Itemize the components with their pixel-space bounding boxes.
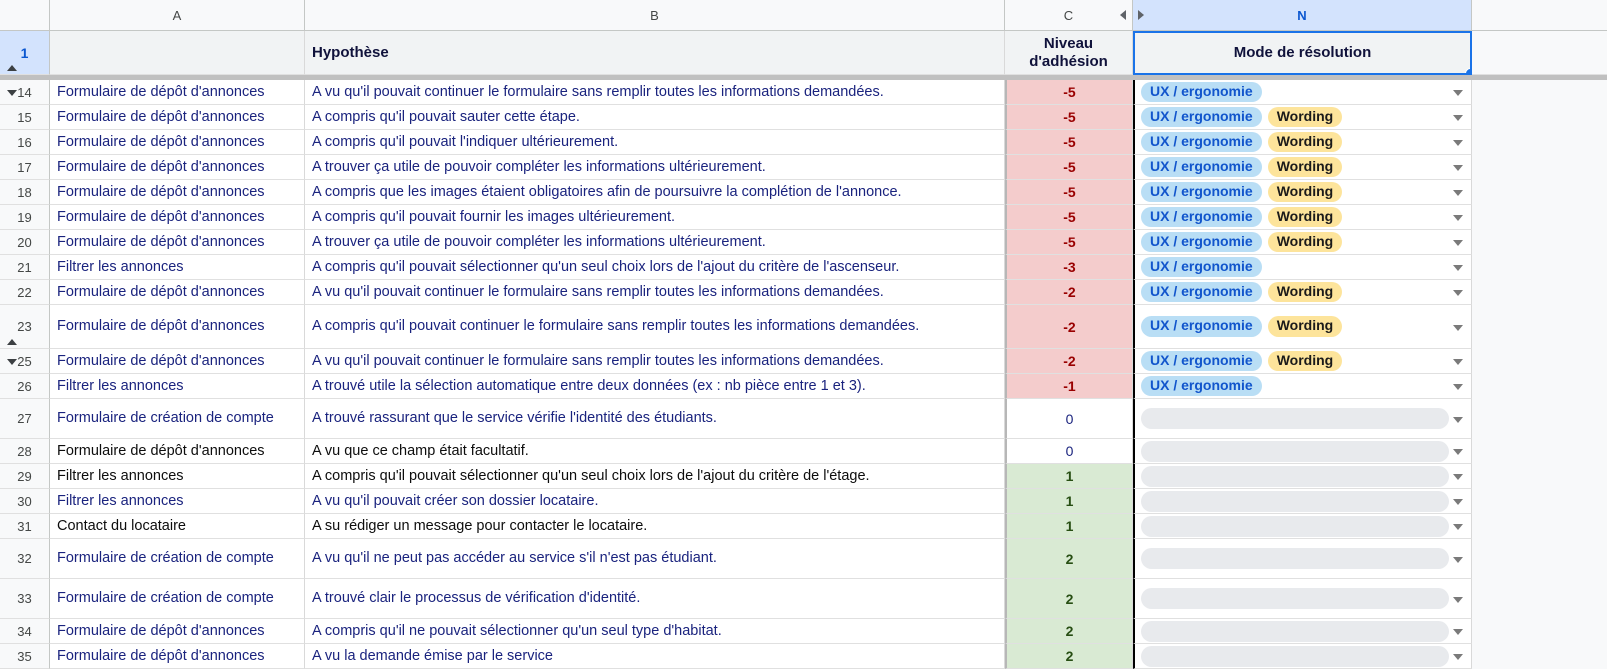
cell-n-mode-de-resolution[interactable] xyxy=(1133,514,1472,539)
row-number-label: 31 xyxy=(17,518,32,534)
row-number-19[interactable] xyxy=(0,205,50,230)
selection-anchor-handle[interactable] xyxy=(1465,68,1472,75)
chip-placeholder[interactable] xyxy=(1141,588,1449,609)
column-header-c[interactable] xyxy=(1005,0,1133,31)
chip-ux-ergonomie[interactable]: UX / ergonomie xyxy=(1141,282,1262,302)
cell-n-mode-de-resolution[interactable] xyxy=(1133,619,1472,644)
cell-n-mode-de-resolution[interactable] xyxy=(1133,539,1472,579)
column-letter-n: N xyxy=(1297,7,1307,23)
table-row[interactable] xyxy=(0,205,1607,230)
row-number-label: 23 xyxy=(17,319,32,334)
cell-c-niveau-adhesion[interactable]: -2 xyxy=(1005,305,1133,349)
cell-b-hypothese[interactable]: A compris que les images étaient obligatoires afin de poursuivre la complétion de l'annonce. xyxy=(305,180,1005,205)
cell-c-niveau-adhesion[interactable]: 0 xyxy=(1005,399,1133,439)
cell-a[interactable]: Formulaire de dépôt d'annonces xyxy=(50,205,305,230)
cell-c-niveau-adhesion[interactable]: -2 xyxy=(1005,349,1133,374)
column-header-a[interactable] xyxy=(50,0,305,31)
row-number-label: 33 xyxy=(17,591,32,606)
cell-c-niveau-adhesion[interactable]: -5 xyxy=(1005,230,1133,255)
row-number-16[interactable] xyxy=(0,130,50,155)
chevron-down-icon[interactable] xyxy=(1453,90,1463,96)
row-number-30[interactable] xyxy=(0,489,50,514)
row-number-label: 21 xyxy=(17,259,32,275)
cell-a[interactable]: Filtrer les annonces xyxy=(50,489,305,514)
row-number-label: 15 xyxy=(17,109,32,125)
cell-a[interactable]: Formulaire de dépôt d'annonces xyxy=(50,305,305,349)
cell-a[interactable]: Formulaire de dépôt d'annonces xyxy=(50,230,305,255)
table-row[interactable] xyxy=(0,644,1607,669)
cell-n-mode-de-resolution[interactable] xyxy=(1133,180,1472,205)
chip-wording[interactable]: Wording xyxy=(1268,157,1343,177)
chevron-down-icon[interactable] xyxy=(1453,654,1463,660)
row-number-34[interactable] xyxy=(0,619,50,644)
cell-b-hypothese[interactable]: A vu qu'il ne peut pas accéder au service s'il n'est pas étudiant. xyxy=(305,539,1005,579)
row-number-label: 16 xyxy=(17,134,32,150)
cell-a[interactable]: Formulaire de dépôt d'annonces xyxy=(50,619,305,644)
cell-b-hypothese[interactable]: A vu qu'il pouvait continuer le formulaire sans remplir toutes les informations demandées. xyxy=(305,349,1005,374)
cell-n-mode-de-resolution[interactable] xyxy=(1133,255,1472,280)
chip-placeholder[interactable] xyxy=(1141,621,1449,642)
chip-placeholder[interactable] xyxy=(1141,548,1449,569)
row-filler xyxy=(1472,180,1607,205)
column-header-filler xyxy=(1472,0,1607,31)
row-filler xyxy=(1472,230,1607,255)
chevron-down-icon[interactable] xyxy=(1453,359,1463,365)
row-number-label: 35 xyxy=(17,648,32,664)
cell-c-niveau-adhesion[interactable]: -5 xyxy=(1005,130,1133,155)
cell-n-mode-de-resolution[interactable] xyxy=(1133,374,1472,399)
row-filler xyxy=(1472,489,1607,514)
cell-c-niveau-adhesion[interactable]: -5 xyxy=(1005,155,1133,180)
row-number-18[interactable] xyxy=(0,180,50,205)
chip-ux-ergonomie[interactable]: UX / ergonomie xyxy=(1141,182,1262,202)
table-row[interactable] xyxy=(0,105,1607,130)
row-number-label: 26 xyxy=(17,378,32,394)
row-number-label: 28 xyxy=(17,443,32,459)
chevron-down-icon[interactable] xyxy=(1453,629,1463,635)
cell-b-hypothese[interactable]: A compris qu'il pouvait sauter cette étape. xyxy=(305,105,1005,130)
cell-n-mode-de-resolution[interactable] xyxy=(1133,349,1472,374)
table-row[interactable] xyxy=(0,349,1607,374)
group-expand-down-icon[interactable] xyxy=(7,90,17,96)
table-row[interactable] xyxy=(0,255,1607,280)
row-number-25[interactable] xyxy=(0,349,50,374)
chevron-down-icon[interactable] xyxy=(1453,384,1463,390)
header-c-line2: d'adhésion xyxy=(1029,52,1108,70)
row-number-1[interactable] xyxy=(0,31,50,75)
chevron-down-icon[interactable] xyxy=(1453,325,1463,331)
table-row[interactable] xyxy=(0,305,1607,349)
table-row[interactable] xyxy=(0,374,1607,399)
row-number-26[interactable] xyxy=(0,374,50,399)
cell-c-niveau-adhesion[interactable]: -3 xyxy=(1005,255,1133,280)
column-header-b[interactable] xyxy=(305,0,1005,31)
cell-b-hypothese[interactable]: A compris qu'il pouvait l'indiquer ultérieurement. xyxy=(305,130,1005,155)
select-all-corner[interactable] xyxy=(0,0,50,31)
cell-b-hypothese[interactable]: A vu qu'il pouvait continuer le formulaire sans remplir toutes les informations demandées. xyxy=(305,280,1005,305)
cell-c-niveau-adhesion[interactable]: 2 xyxy=(1005,644,1133,669)
chip-ux-ergonomie[interactable]: UX / ergonomie xyxy=(1141,376,1262,396)
cell-a[interactable]: Formulaire de dépôt d'annonces xyxy=(50,155,305,180)
column-letter-b: B xyxy=(650,7,659,23)
cell-n-mode-de-resolution[interactable] xyxy=(1133,155,1472,180)
cell-b-hypothese[interactable]: A trouver ça utile de pouvoir compléter les informations ultérieurement. xyxy=(305,155,1005,180)
cell-a[interactable]: Formulaire de dépôt d'annonces xyxy=(50,439,305,464)
chevron-down-icon[interactable] xyxy=(1453,165,1463,171)
chip-wording[interactable]: Wording xyxy=(1268,207,1343,227)
cell-b-hypothese[interactable]: A vu qu'il pouvait créer son dossier locataire. xyxy=(305,489,1005,514)
chip-ux-ergonomie[interactable]: UX / ergonomie xyxy=(1141,132,1262,152)
row-number-17[interactable] xyxy=(0,155,50,180)
chevron-down-icon[interactable] xyxy=(1453,557,1463,563)
row-number-29[interactable] xyxy=(0,464,50,489)
chevron-down-icon[interactable] xyxy=(1453,240,1463,246)
row-filler xyxy=(1472,619,1607,644)
table-row[interactable] xyxy=(0,155,1607,180)
cell-c-niveau-adhesion[interactable]: 1 xyxy=(1005,464,1133,489)
header-c-line1: Niveau xyxy=(1043,35,1094,53)
row-number-31[interactable] xyxy=(0,514,50,539)
table-row[interactable] xyxy=(0,439,1607,464)
group-collapse-up-icon[interactable] xyxy=(7,339,17,345)
row-filler xyxy=(1472,349,1607,374)
chip-placeholder[interactable] xyxy=(1141,516,1449,537)
row-number-label: 19 xyxy=(17,209,32,225)
chevron-down-icon[interactable] xyxy=(1453,474,1463,480)
cell-a[interactable]: Formulaire de dépôt d'annonces xyxy=(50,280,305,305)
row-number-33[interactable] xyxy=(0,579,50,619)
cell-b-hypothese[interactable]: A trouvé rassurant que le service vérifie l'identité des étudiants. xyxy=(305,399,1005,439)
cell-b-hypothese[interactable]: A compris qu'il pouvait sélectionner qu'un seul choix lors de l'ajout du critère de l'ascenseur. xyxy=(305,255,1005,280)
chevron-down-icon[interactable] xyxy=(1453,449,1463,455)
row-filler xyxy=(1472,80,1607,105)
header-c-label xyxy=(1029,35,1108,70)
chevron-down-icon[interactable] xyxy=(1453,417,1463,423)
chip-placeholder[interactable] xyxy=(1141,646,1449,667)
row-filler xyxy=(1472,644,1607,669)
chip-ux-ergonomie[interactable]: UX / ergonomie xyxy=(1141,107,1262,127)
chevron-down-icon[interactable] xyxy=(1453,190,1463,196)
row-number-label: 22 xyxy=(17,284,32,300)
cell-c-niveau-adhesion[interactable]: 2 xyxy=(1005,539,1133,579)
chip-wording[interactable]: Wording xyxy=(1268,232,1343,252)
cell-c-niveau-adhesion[interactable]: -5 xyxy=(1005,80,1133,105)
cell-a[interactable]: Formulaire de création de compte xyxy=(50,539,305,579)
cell-n-mode-de-resolution[interactable] xyxy=(1133,489,1472,514)
chevron-down-icon[interactable] xyxy=(1453,265,1463,271)
chip-ux-ergonomie[interactable]: UX / ergonomie xyxy=(1141,316,1262,336)
chip-placeholder[interactable] xyxy=(1141,408,1449,429)
chevron-down-icon[interactable] xyxy=(1453,140,1463,146)
cell-c-niveau-adhesion[interactable]: -1 xyxy=(1005,374,1133,399)
row-filler xyxy=(1472,130,1607,155)
cell-n-mode-de-resolution[interactable] xyxy=(1133,105,1472,130)
cell-c-niveau-adhesion[interactable]: 1 xyxy=(1005,514,1133,539)
cell-a[interactable]: Formulaire de dépôt d'annonces xyxy=(50,349,305,374)
row-filler xyxy=(1472,374,1607,399)
cell-n-mode-de-resolution[interactable] xyxy=(1133,280,1472,305)
row-number-1-label: 1 xyxy=(20,44,29,61)
header-b-label: Hypothèse xyxy=(312,44,389,61)
cell-n-mode-de-resolution[interactable] xyxy=(1133,205,1472,230)
row-filler xyxy=(1472,539,1607,579)
row-filler xyxy=(1472,464,1607,489)
row-number-15[interactable] xyxy=(0,105,50,130)
hidden-columns-left-icon[interactable] xyxy=(1120,10,1126,20)
row-number-label: 17 xyxy=(17,159,32,175)
chevron-down-icon[interactable] xyxy=(1453,290,1463,296)
chip-ux-ergonomie[interactable]: UX / ergonomie xyxy=(1141,351,1262,371)
table-row[interactable] xyxy=(0,619,1607,644)
row-number-label: 34 xyxy=(17,623,32,639)
group-collapse-up-icon[interactable] xyxy=(7,65,17,71)
cell-c-niveau-adhesion[interactable]: -5 xyxy=(1005,205,1133,230)
cell-b-hypothese[interactable]: A compris qu'il pouvait continuer le formulaire sans remplir toutes les informations demandées. xyxy=(305,305,1005,349)
chip-ux-ergonomie[interactable]: UX / ergonomie xyxy=(1141,232,1262,252)
cell-a[interactable]: Formulaire de dépôt d'annonces xyxy=(50,105,305,130)
row-number-label: 27 xyxy=(17,411,32,426)
table-row[interactable] xyxy=(0,230,1607,255)
column-letter-a: A xyxy=(172,7,182,23)
column-header-row xyxy=(0,0,1607,31)
frozen-row-filler xyxy=(1472,31,1607,75)
table-row[interactable] xyxy=(0,539,1607,579)
cell-a[interactable]: Contact du locataire xyxy=(50,514,305,539)
chip-wording[interactable]: Wording xyxy=(1268,132,1343,152)
chevron-down-icon[interactable] xyxy=(1453,524,1463,530)
row-filler xyxy=(1472,579,1607,619)
chevron-down-icon[interactable] xyxy=(1453,499,1463,505)
cell-b-hypothese[interactable]: A vu la demande émise par le service xyxy=(305,644,1005,669)
cell-a[interactable]: Formulaire de dépôt d'annonces xyxy=(50,80,305,105)
row-number-28[interactable] xyxy=(0,439,50,464)
cell-n-mode-de-resolution[interactable] xyxy=(1133,130,1472,155)
cell-b-hypothese[interactable]: A vu qu'il pouvait continuer le formulaire sans remplir toutes les informations demandées. xyxy=(305,80,1005,105)
chip-wording[interactable]: Wording xyxy=(1268,316,1343,336)
column-header-n[interactable] xyxy=(1133,0,1472,31)
table-row[interactable] xyxy=(0,130,1607,155)
cell-a[interactable]: Formulaire de dépôt d'annonces xyxy=(50,180,305,205)
chip-placeholder[interactable] xyxy=(1141,466,1449,487)
row-number-label: 18 xyxy=(17,184,32,200)
chip-ux-ergonomie[interactable]: UX / ergonomie xyxy=(1141,157,1262,177)
cell-n-mode-de-resolution[interactable] xyxy=(1133,439,1472,464)
cell-c-niveau-adhesion[interactable]: 1 xyxy=(1005,489,1133,514)
row-filler xyxy=(1472,305,1607,349)
chip-wording[interactable]: Wording xyxy=(1268,107,1343,127)
row-number-20[interactable] xyxy=(0,230,50,255)
chip-ux-ergonomie[interactable]: UX / ergonomie xyxy=(1141,257,1262,277)
row-filler xyxy=(1472,514,1607,539)
table-row[interactable] xyxy=(0,180,1607,205)
cell-b-hypothese[interactable]: A trouvé clair le processus de vérification d'identité. xyxy=(305,579,1005,619)
row-number-35[interactable] xyxy=(0,644,50,669)
cell-b-hypothese[interactable]: A compris qu'il pouvait fournir les images ultérieurement. xyxy=(305,205,1005,230)
cell-b-hypothese[interactable]: A trouver ça utile de pouvoir compléter les informations ultérieurement. xyxy=(305,230,1005,255)
row-filler xyxy=(1472,155,1607,180)
table-row[interactable] xyxy=(0,280,1607,305)
cell-c-niveau-adhesion[interactable]: -5 xyxy=(1005,105,1133,130)
row-number-label: 20 xyxy=(17,234,32,250)
cell-n-mode-de-resolution[interactable] xyxy=(1133,305,1472,349)
row-number-label: 14 xyxy=(17,84,32,100)
cell-n-mode-de-resolution[interactable] xyxy=(1133,644,1472,669)
cell-n-mode-de-resolution[interactable] xyxy=(1133,579,1472,619)
row-filler xyxy=(1472,205,1607,230)
cell-c-niveau-adhesion[interactable]: -5 xyxy=(1005,180,1133,205)
cell-a[interactable]: Filtrer les annonces xyxy=(50,464,305,489)
chip-wording[interactable]: Wording xyxy=(1268,282,1343,302)
row-number-21[interactable] xyxy=(0,255,50,280)
chip-placeholder[interactable] xyxy=(1141,491,1449,512)
table-row[interactable] xyxy=(0,464,1607,489)
header-cell-mode-de-resolution[interactable] xyxy=(1133,31,1472,75)
cell-c-niveau-adhesion[interactable]: 2 xyxy=(1005,619,1133,644)
row-number-label: 30 xyxy=(17,493,32,509)
cell-a[interactable]: Formulaire de dépôt d'annonces xyxy=(50,130,305,155)
chip-ux-ergonomie[interactable]: UX / ergonomie xyxy=(1141,82,1262,102)
header-cell-niveau-adhesion[interactable] xyxy=(1005,31,1133,75)
header-n-label: Mode de résolution xyxy=(1233,44,1372,62)
cell-n-mode-de-resolution[interactable] xyxy=(1133,230,1472,255)
row-filler xyxy=(1472,439,1607,464)
cell-a[interactable]: Formulaire de création de compte xyxy=(50,579,305,619)
chevron-down-icon[interactable] xyxy=(1453,597,1463,603)
chevron-down-icon[interactable] xyxy=(1453,215,1463,221)
row-number-22[interactable] xyxy=(0,280,50,305)
row-filler xyxy=(1472,255,1607,280)
header-cell-a[interactable] xyxy=(50,31,305,75)
cell-n-mode-de-resolution[interactable] xyxy=(1133,464,1472,489)
row-number-label: 25 xyxy=(17,353,32,369)
cell-a[interactable]: Formulaire de dépôt d'annonces xyxy=(50,644,305,669)
chip-wording[interactable]: Wording xyxy=(1268,351,1343,371)
table-row[interactable] xyxy=(0,514,1607,539)
header-cell-hypothese[interactable] xyxy=(305,31,1005,75)
row-number-label: 29 xyxy=(17,468,32,484)
table-row[interactable] xyxy=(0,489,1607,514)
chip-wording[interactable]: Wording xyxy=(1268,182,1343,202)
hidden-columns-right-icon[interactable] xyxy=(1138,10,1144,20)
frozen-header-row xyxy=(0,31,1607,75)
grid-body xyxy=(0,80,1607,669)
table-row[interactable] xyxy=(0,80,1607,105)
row-number-27[interactable] xyxy=(0,399,50,439)
cell-a[interactable]: Filtrer les annonces xyxy=(50,374,305,399)
row-filler xyxy=(1472,280,1607,305)
row-filler xyxy=(1472,399,1607,439)
cell-b-hypothese[interactable]: A vu que ce champ était facultatif. xyxy=(305,439,1005,464)
cell-c-niveau-adhesion[interactable]: -2 xyxy=(1005,280,1133,305)
cell-b-hypothese[interactable]: A compris qu'il ne pouvait sélectionner qu'un seul type d'habitat. xyxy=(305,619,1005,644)
chevron-down-icon[interactable] xyxy=(1453,115,1463,121)
chip-ux-ergonomie[interactable]: UX / ergonomie xyxy=(1141,207,1262,227)
row-filler xyxy=(1472,105,1607,130)
row-number-32[interactable] xyxy=(0,539,50,579)
row-number-23[interactable] xyxy=(0,305,50,349)
column-letter-c: C xyxy=(1063,7,1074,23)
table-row[interactable] xyxy=(0,399,1607,439)
cell-n-mode-de-resolution[interactable] xyxy=(1133,399,1472,439)
cell-a[interactable]: Filtrer les annonces xyxy=(50,255,305,280)
row-number-14[interactable] xyxy=(0,80,50,105)
cell-b-hypothese[interactable]: A su rédiger un message pour contacter le locataire. xyxy=(305,514,1005,539)
cell-c-niveau-adhesion[interactable]: 2 xyxy=(1005,579,1133,619)
group-expand-down-icon[interactable] xyxy=(7,359,17,365)
table-row[interactable] xyxy=(0,579,1607,619)
cell-b-hypothese[interactable]: A trouvé utile la sélection automatique entre deux données (ex : nb pièce entre 1 et 3). xyxy=(305,374,1005,399)
row-number-label: 32 xyxy=(17,551,32,566)
chip-placeholder[interactable] xyxy=(1141,441,1449,462)
cell-b-hypothese[interactable]: A compris qu'il pouvait sélectionner qu'un seul choix lors de l'ajout du critère de l'étage. xyxy=(305,464,1005,489)
cell-a[interactable]: Formulaire de création de compte xyxy=(50,399,305,439)
cell-n-mode-de-resolution[interactable] xyxy=(1133,80,1472,105)
cell-c-niveau-adhesion[interactable]: 0 xyxy=(1005,439,1133,464)
